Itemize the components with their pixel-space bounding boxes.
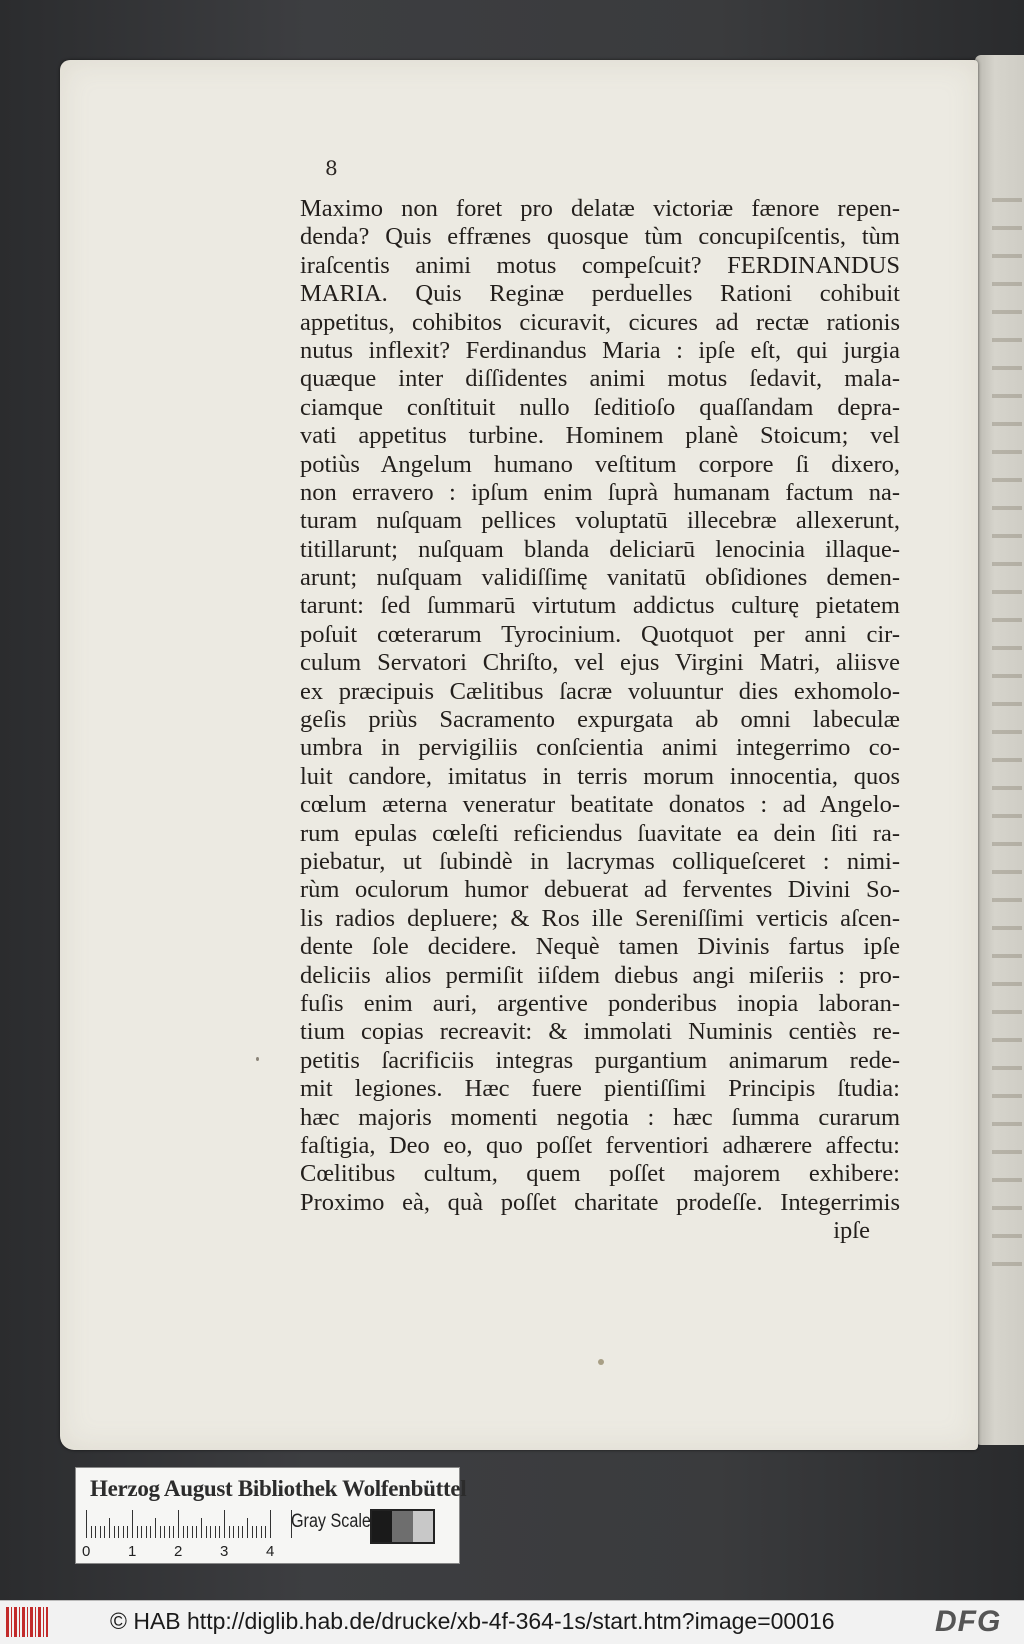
text-line: culum Servatori Chriſto, vel ejus Virgini Matri, aliisve <box>300 649 900 677</box>
ruler-tick <box>196 1526 197 1538</box>
grayscale-label: Gray Scale <box>291 1511 371 1532</box>
text-line: iraſcentis animi motus compeſcuit? FERDINANDUS <box>300 251 900 279</box>
text-line: tarunt: ſed ſummarū virtutum addictus culturę pietatem <box>300 592 900 620</box>
dfg-logo: DFG <box>935 1605 1002 1638</box>
color-scale-card <box>75 1467 467 1564</box>
grayscale-swatch <box>370 1509 435 1544</box>
ruler-tick <box>146 1526 147 1538</box>
text-line: fuſis enim auri, argentive ponderibus inopia laboran- <box>300 989 900 1017</box>
footer-citation[interactable]: © HAB http://diglib.hab.de/drucke/xb-4f-364-1s/start.htm?image=00016 <box>110 1608 835 1634</box>
ruler-number: 0 <box>82 1543 91 1560</box>
ruler-tick <box>100 1526 101 1538</box>
grayscale-patch <box>413 1511 433 1542</box>
text-line: lis radios depluere; & Ros ille Sereniſſimi verticis aſcen- <box>300 904 900 932</box>
text-line: deliciis alios permiſit iiſdem diebus angi miſeriis : pro- <box>300 961 900 989</box>
text-line: non erravero : ipſum enim ſuprà humanam factum na- <box>300 478 900 506</box>
ruler-tick <box>206 1526 207 1538</box>
text-line: MARIA. Quis Reginæ perduelles Rationi cohibuit <box>300 280 900 308</box>
text-line: cœlum æterna veneratur beatitate donatos : ad Angelo- <box>300 791 900 819</box>
ruler-tick <box>247 1518 248 1538</box>
text-line: poſuit cœterarum Tyrocinium. Quotquot per anni cir- <box>300 620 900 648</box>
grayscale-patch <box>372 1511 392 1542</box>
ruler-tick <box>160 1526 161 1538</box>
text-line: Cœlitibus cultum, quem poſſet majorem exhibere: <box>300 1160 900 1188</box>
page-number: 8 <box>325 156 338 180</box>
ruler-number: 3 <box>220 1543 229 1560</box>
ruler-tick <box>141 1526 142 1538</box>
ruler-tick <box>114 1526 115 1538</box>
text-line: Maximo non foret pro delatæ victoriæ fænore repen- <box>300 195 900 222</box>
ruler-tick <box>104 1526 105 1538</box>
ruler-tick <box>123 1526 124 1538</box>
text-line: tium copias recreavit: & immolati Numinis centiès re- <box>300 1018 900 1046</box>
ruler-tick <box>201 1518 202 1538</box>
ruler <box>86 1510 278 1538</box>
catchword: ipſe <box>833 1217 870 1245</box>
text-line: quæque inter diſſidentes animi motus ſedavit, mala- <box>300 365 900 393</box>
ruler-tick <box>229 1526 230 1538</box>
ruler-tick <box>127 1526 128 1538</box>
adjacent-page-text <box>992 180 1022 1280</box>
ruler-number: 4 <box>266 1543 275 1560</box>
text-line: appetitus, cohibitos cicuravit, cicures ad rectæ rationis <box>300 308 900 336</box>
ruler-tick <box>95 1526 96 1538</box>
text-line: rum epulas cœleſti reficiendus ſuavitate ea dein ſiti ra- <box>300 819 900 847</box>
ruler-tick <box>109 1518 110 1538</box>
text-line: rùm oculorum humor debuerat ad ferventes Divini So- <box>300 876 900 904</box>
text-line: dente ſole decidere. Nequè tamen Divinis fartus ipſe <box>300 933 900 961</box>
text-line: luit candore, imitatus in terris morum innocentia, quos <box>300 762 900 790</box>
footer-bar <box>0 1600 1024 1644</box>
library-name: Herzog August Bibliothek Wolfenbüttel <box>90 1476 467 1501</box>
page-speck <box>256 1057 259 1061</box>
text-line: Proximo eà, quà poſſet charitate prodeſſe. Integerrimis <box>300 1188 900 1216</box>
text-line: titillarunt; nuſquam blanda deliciarū lenocinia illaque- <box>300 535 900 563</box>
ruler-tick <box>233 1526 234 1538</box>
text-line: nutus inflexit? Ferdinandus Maria : ipſe eſt, qui jurgia <box>300 336 900 364</box>
text-line: mit legiones. Hæc fuere pientiſſimi Principis ſtudia: <box>300 1075 900 1103</box>
text-line: ex præcipuis Cælitibus ſacræ voluuntur dies exhomolo- <box>300 677 900 705</box>
ruler-tick <box>219 1526 220 1538</box>
text-line: turam nuſquam pellices voluptatū illecebræ allexerunt, <box>300 507 900 535</box>
ruler-tick <box>192 1526 193 1538</box>
ruler-tick <box>173 1526 174 1538</box>
page-mark <box>598 1359 604 1365</box>
grayscale-patch <box>392 1511 412 1542</box>
ruler-number: 2 <box>174 1543 183 1560</box>
text-line: faſtigia, Deo eo, quo poſſet ferventiori adhærere affectu: <box>300 1131 900 1159</box>
ruler-tick <box>91 1526 92 1538</box>
ruler-tick <box>252 1526 253 1538</box>
ruler-tick <box>238 1526 239 1538</box>
ruler-tick <box>261 1526 262 1538</box>
text-line: vati appetitus turbine. Hominem planè Stoicum; vel <box>300 422 900 450</box>
text-line: geſis priùs Sacramento expurgata ab omni labeculæ <box>300 706 900 734</box>
ruler-tick <box>155 1518 156 1538</box>
ruler-number: 1 <box>128 1543 137 1560</box>
ruler-tick <box>224 1510 225 1538</box>
ruler-tick <box>178 1510 179 1538</box>
ruler-tick <box>132 1510 133 1538</box>
ruler-tick <box>150 1526 151 1538</box>
ruler-tick <box>169 1526 170 1538</box>
ruler-tick <box>242 1526 243 1538</box>
text-line: denda? Quis effrænes quosque tùm concupiſcentis, tùm <box>300 223 900 251</box>
ruler-tick <box>215 1526 216 1538</box>
ruler-tick <box>256 1526 257 1538</box>
text-line: hæc majoris momenti negotia : hæc ſumma curarum <box>300 1103 900 1131</box>
ruler-tick <box>210 1526 211 1538</box>
page-text-block <box>300 195 900 1245</box>
ruler-tick <box>164 1526 165 1538</box>
ruler-tick <box>183 1526 184 1538</box>
ruler-tick <box>137 1526 138 1538</box>
barcode-icon <box>6 1607 48 1637</box>
ruler-tick <box>270 1510 271 1538</box>
text-line: umbra in pervigiliis conſcientia animi integerrimo co- <box>300 734 900 762</box>
text-line: ciamque conſtituit nullo ſeditioſo quaſſandam depra- <box>300 393 900 421</box>
text-line: piebatur, ut ſubindè in lacrymas colliqueſceret : nimi- <box>300 847 900 875</box>
text-line: petitis ſacrificiis integras purgantium animarum rede- <box>300 1046 900 1074</box>
text-line: potiùs Angelum humano veſtitum corpore ſi dixero, <box>300 450 900 478</box>
ruler-tick <box>265 1526 266 1538</box>
ruler-tick <box>187 1526 188 1538</box>
ruler-tick <box>86 1510 87 1538</box>
ruler-tick <box>118 1526 119 1538</box>
text-line: arunt; nuſquam validiſſimę vanitatū obſidiones demen- <box>300 564 900 592</box>
